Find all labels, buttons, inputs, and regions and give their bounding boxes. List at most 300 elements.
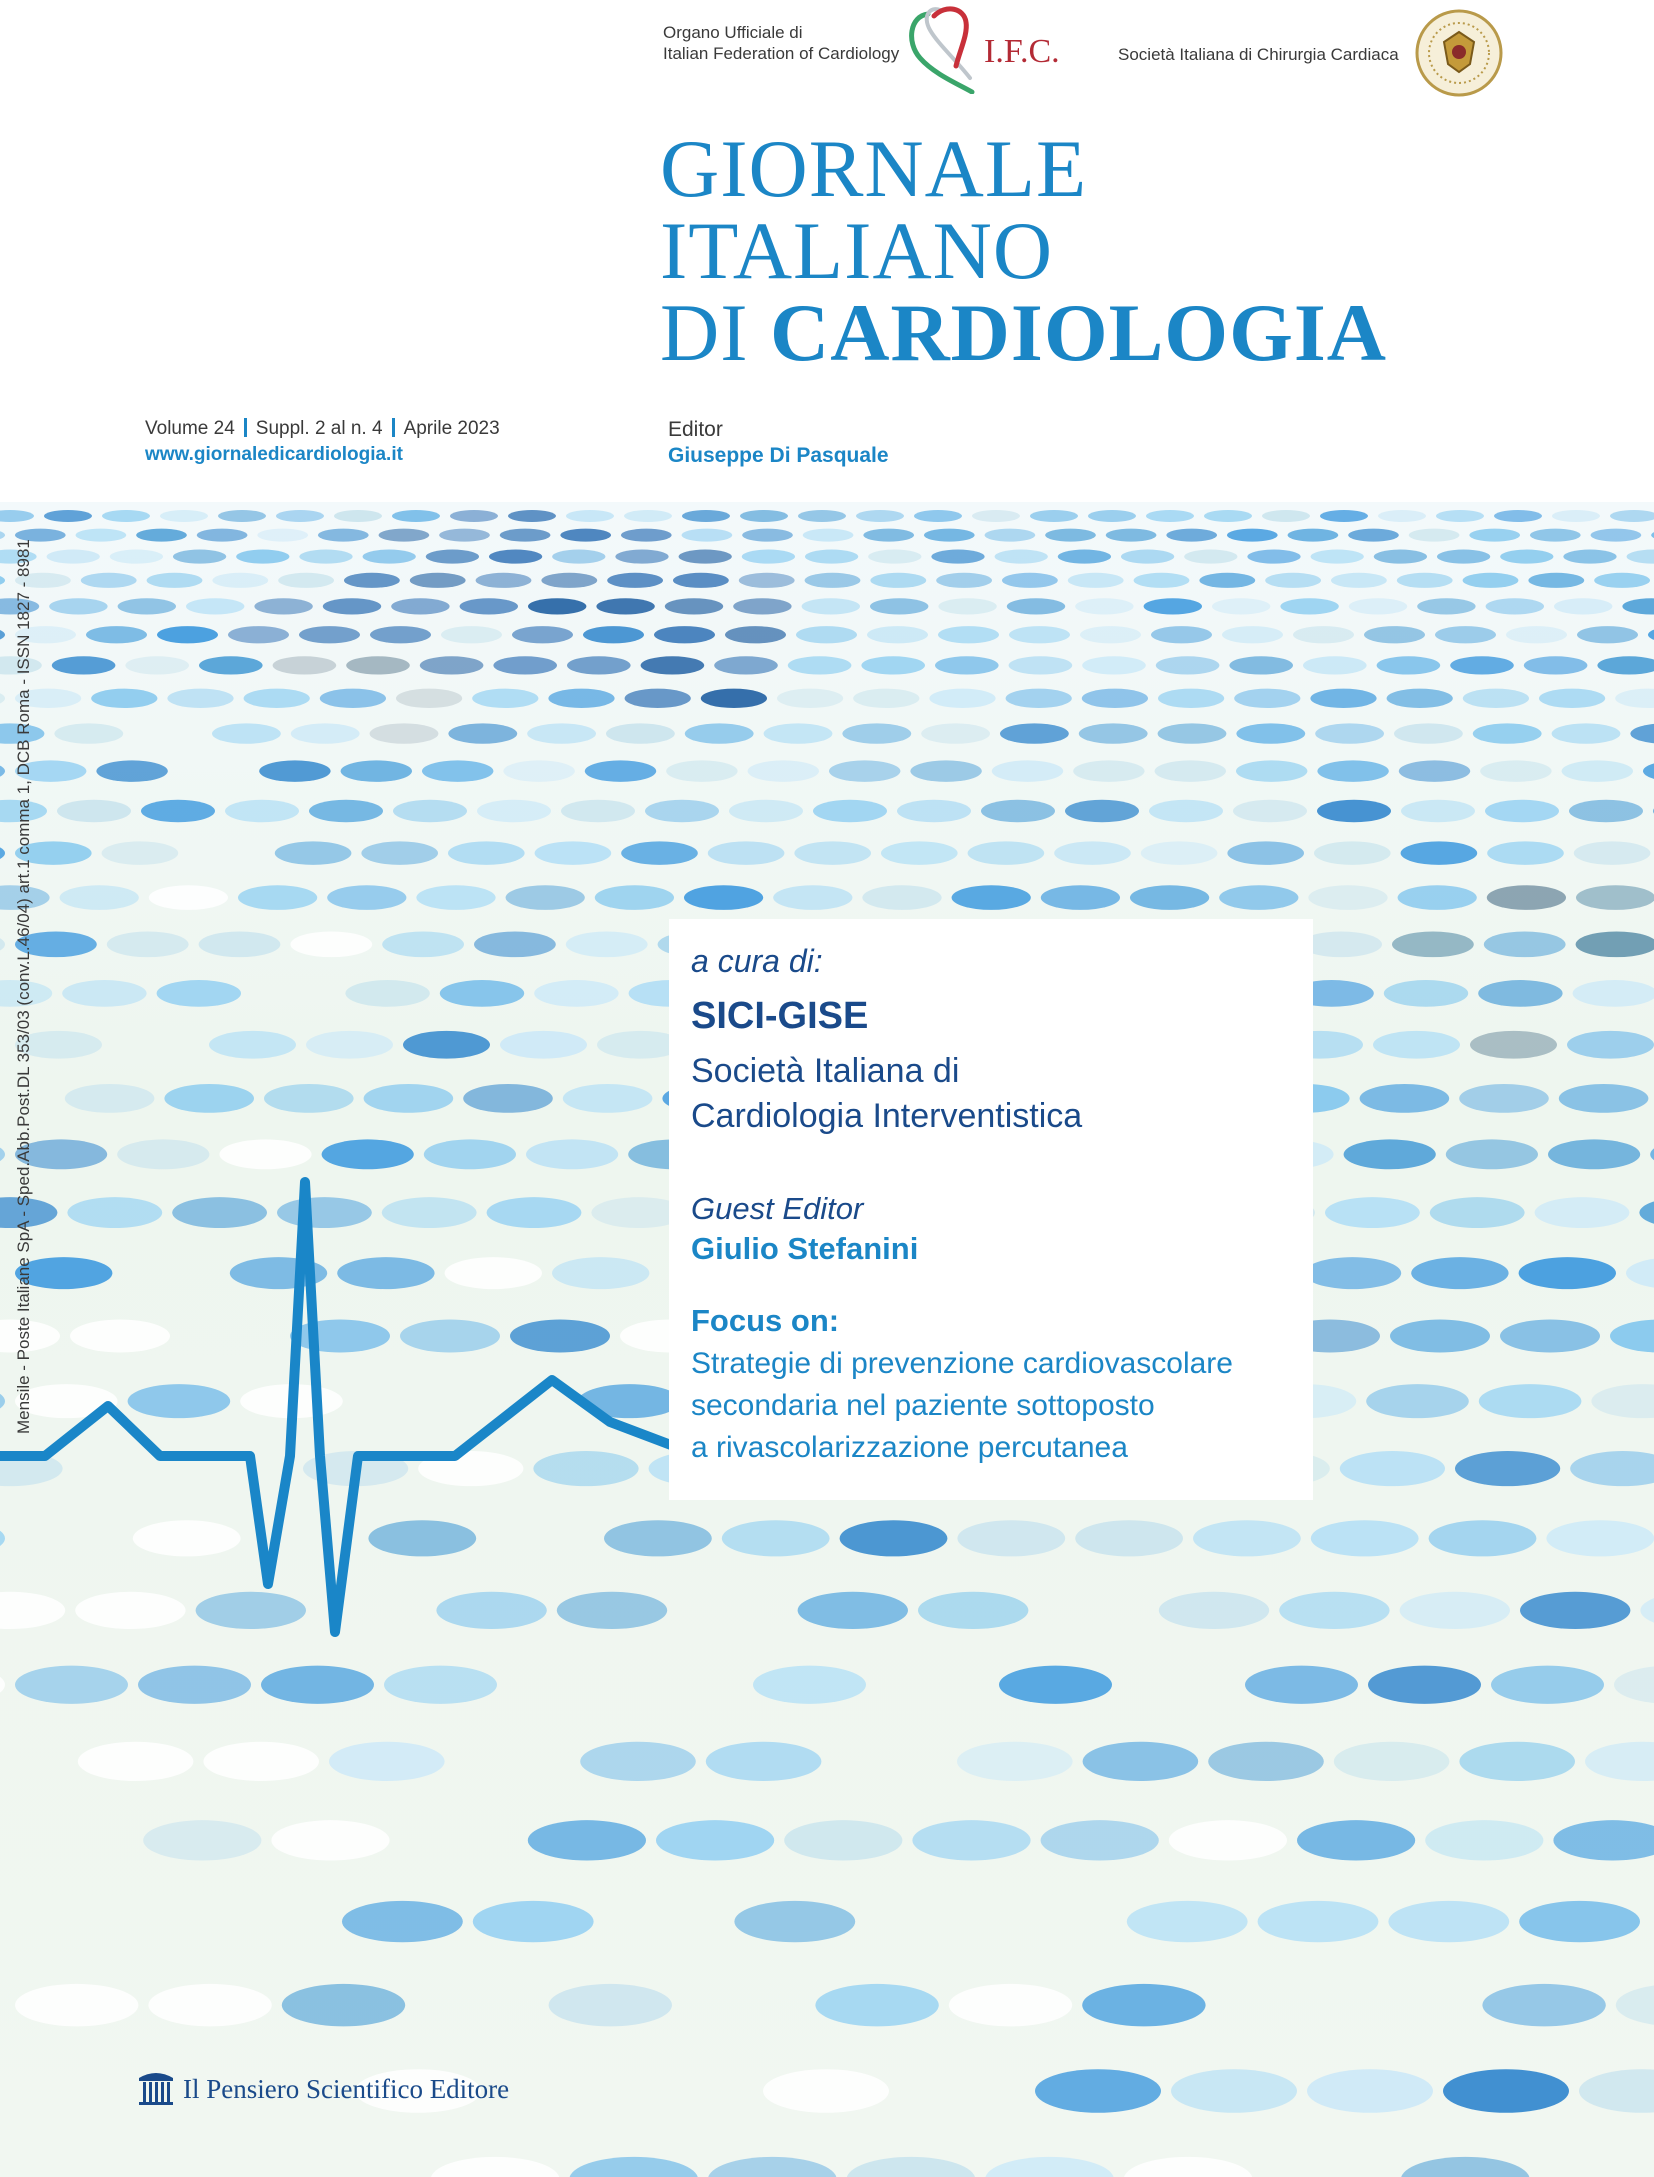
issue-volume: Volume 24 <box>145 418 235 439</box>
mosaic-dot <box>534 980 618 1007</box>
mosaic-dot <box>910 760 981 781</box>
mosaic-dot <box>186 598 244 614</box>
mosaic-dot <box>1482 1984 1605 2026</box>
mosaic-dot <box>1075 598 1133 614</box>
info-box <box>669 919 1313 1500</box>
publisher-column-icon <box>135 2066 177 2108</box>
mosaic-dot <box>264 1084 354 1113</box>
mosaic-dot <box>1425 1820 1543 1860</box>
mosaic-dot <box>1075 1520 1183 1556</box>
mosaic-dot <box>763 2069 889 2113</box>
mosaic-dot <box>1009 626 1070 643</box>
mosaic-dot <box>1435 626 1496 643</box>
journal-title-bold: CARDIOLOGIA <box>770 287 1387 378</box>
mosaic-dot <box>1436 510 1484 522</box>
mosaic-dot <box>972 510 1020 522</box>
official-organ-line2: Italian Federation of Cardiology <box>663 44 900 63</box>
mosaic-dot <box>1317 760 1388 781</box>
mosaic-dot <box>1398 885 1477 910</box>
mosaic-dot <box>753 1666 866 1704</box>
mosaic-dot <box>595 885 674 910</box>
publisher-name: Il Pensiero Scientifico Editore <box>183 2074 510 2104</box>
mosaic-dot <box>656 1820 774 1860</box>
mosaic-dot <box>463 1084 553 1113</box>
mosaic-dot <box>57 800 131 823</box>
mosaic-dot <box>798 1592 908 1629</box>
mosaic-dot <box>96 760 167 781</box>
mosaic-dot <box>15 1984 138 2026</box>
mosaic-dot <box>228 626 289 643</box>
mosaic-dot <box>219 1139 311 1169</box>
mosaic-dot <box>802 598 860 614</box>
mosaic-dot <box>645 800 719 823</box>
mosaic-dot <box>54 723 123 743</box>
mosaic-dot <box>805 550 858 564</box>
mosaic-dot <box>334 510 382 522</box>
mosaic-dot <box>309 800 383 823</box>
mosaic-dot <box>1480 760 1551 781</box>
mosaic-dot <box>1308 885 1387 910</box>
mosaic-dot <box>323 598 381 614</box>
mosaic-dot <box>733 598 791 614</box>
mosaic-dot <box>526 1139 618 1169</box>
mosaic-dot <box>938 626 999 643</box>
mosaic-dot <box>329 1742 445 1781</box>
mosaic-dot <box>1331 573 1387 588</box>
ifc-logo-text: I.F.C. <box>984 33 1060 70</box>
mosaic-dot <box>420 656 484 674</box>
mosaic-dot <box>796 626 857 643</box>
ifc-logo <box>900 2 1070 94</box>
mosaic-dot <box>342 1901 463 1942</box>
mosaic-dot <box>615 550 668 564</box>
mosaic-dot <box>1384 980 1468 1007</box>
mosaic-dot <box>160 510 208 522</box>
mosaic-dot <box>607 573 663 588</box>
mosaic-dot <box>666 760 737 781</box>
mosaic-dot <box>742 529 793 542</box>
mosaic-dot <box>136 529 187 542</box>
mosaic-dot <box>1159 1592 1269 1629</box>
mosaic-dot <box>306 1031 393 1059</box>
mosaic-dot <box>503 760 574 781</box>
mosaic-dot <box>275 841 352 865</box>
focus-line3: a rivascolarizzazione percutanea <box>691 1431 1128 1464</box>
mosaic-dot <box>445 1257 542 1289</box>
mosaic-dot <box>493 656 557 674</box>
mosaic-dot <box>133 1520 241 1556</box>
mosaic-dot <box>67 1197 162 1228</box>
society-acronym: SICI-GISE <box>691 995 869 1037</box>
mosaic-dot <box>1411 1257 1508 1289</box>
mosaic-dot <box>567 656 631 674</box>
mosaic-dot <box>583 626 644 643</box>
mosaic-dot <box>897 800 971 823</box>
mosaic-dot <box>798 510 846 522</box>
mosaic-dot <box>863 529 914 542</box>
mosaic-dot <box>147 573 203 588</box>
mosaic-dot <box>1320 510 1368 522</box>
mosaic-dot <box>277 1197 372 1228</box>
mosaic-dot <box>1392 932 1474 958</box>
mosaic-dot <box>867 626 928 643</box>
mosaic-dot <box>1450 656 1514 674</box>
mosaic-dot <box>788 656 852 674</box>
mosaic-dot <box>714 656 778 674</box>
mosaic-dot <box>472 689 538 708</box>
mosaic-dot <box>706 1742 822 1781</box>
mosaic-dot <box>1340 1451 1445 1486</box>
mosaic-dot <box>1082 1984 1205 2026</box>
mosaic-dot <box>1535 1197 1630 1228</box>
separator-bar <box>392 418 395 437</box>
mosaic-dot <box>1470 1031 1557 1059</box>
mosaic-dot <box>1455 1451 1560 1486</box>
mosaic-dot <box>91 689 157 708</box>
mosaic-dot <box>1519 1901 1640 1942</box>
mosaic-dot <box>1141 841 1218 865</box>
mosaic-dot <box>1293 626 1354 643</box>
mosaic-dot <box>682 510 730 522</box>
mosaic-dot <box>107 932 189 958</box>
mosaic-dot <box>1041 885 1120 910</box>
mosaic-dot <box>110 550 163 564</box>
mosaic-dot <box>271 1820 389 1860</box>
mosaic-dot <box>1158 723 1227 743</box>
mosaic-dot <box>86 626 147 643</box>
mosaic-dot <box>679 550 732 564</box>
mosaic-dot <box>1594 573 1650 588</box>
mosaic-dot <box>364 1084 454 1113</box>
mosaic-dot <box>1227 529 1278 542</box>
mosaic-dot <box>552 550 605 564</box>
mosaic-dot <box>203 1742 319 1781</box>
mosaic-dot <box>212 723 281 743</box>
mosaic-dot <box>742 550 795 564</box>
mosaic-dot <box>1158 689 1224 708</box>
mosaic-dot <box>1562 760 1633 781</box>
mosaic-dot <box>914 510 962 522</box>
mosaic-dot <box>1368 1666 1481 1704</box>
mosaic-dot <box>938 598 996 614</box>
mosaic-dot <box>1569 800 1643 823</box>
mosaic-dot <box>548 689 614 708</box>
mosaic-dot <box>1045 529 1096 542</box>
mosaic-dot <box>1373 1031 1460 1059</box>
mosaic-dot <box>322 1139 414 1169</box>
mosaic-dot <box>1573 980 1654 1007</box>
mosaic-dot <box>794 841 871 865</box>
mosaic-dot <box>440 980 524 1007</box>
mosaic-dot <box>1208 1742 1324 1781</box>
mosaic-dot <box>1546 1520 1654 1556</box>
mosaic-dot <box>209 1031 296 1059</box>
editor-name: Giuseppe Di Pasquale <box>668 444 889 467</box>
mosaic-dot <box>52 656 116 674</box>
mosaic-dot <box>1524 656 1588 674</box>
mosaic-dot <box>1552 510 1600 522</box>
mosaic-dot <box>1519 1257 1616 1289</box>
mosaic-dot <box>1258 1901 1379 1942</box>
mosaic-dot <box>935 656 999 674</box>
mosaic-dot <box>580 1742 696 1781</box>
mosaic-dot <box>1397 573 1453 588</box>
mosaic-dot <box>585 760 656 781</box>
mosaic-dot <box>1262 510 1310 522</box>
mosaic-dot <box>1443 2069 1569 2113</box>
mosaic-dot <box>1311 1520 1419 1556</box>
mosaic-dot <box>1000 723 1069 743</box>
mosaic-dot <box>868 550 921 564</box>
mosaic-dot <box>1325 1197 1420 1228</box>
mosaic-dot <box>1229 656 1293 674</box>
mosaic-dot <box>1006 689 1072 708</box>
mosaic-dot <box>621 529 672 542</box>
society-name-line1: Società Italiana di <box>691 1052 960 1090</box>
ifc-logo-green-stroke <box>912 14 972 92</box>
mosaic-dot <box>1491 1666 1604 1704</box>
mosaic-dot <box>1193 1520 1301 1556</box>
mosaic-dot <box>199 932 281 958</box>
mosaic-dot <box>117 1139 209 1169</box>
mosaic-dot <box>422 760 493 781</box>
mosaic-dot <box>157 626 218 643</box>
mosaic-dot <box>722 1520 830 1556</box>
mosaic-dot <box>341 760 412 781</box>
mosaic-dot <box>1171 2069 1297 2113</box>
mosaic-dot <box>1058 550 1111 564</box>
official-organ-text <box>663 22 899 64</box>
mosaic-dot <box>918 1592 1028 1629</box>
mosaic-dot <box>1401 841 1478 865</box>
mosaic-dot <box>259 760 330 781</box>
mosaic-dot <box>1204 510 1252 522</box>
mosaic-dot <box>1574 841 1651 865</box>
mosaic-dot <box>1459 1084 1549 1113</box>
mosaic-dot <box>1387 689 1453 708</box>
mosaic-dot <box>1520 1592 1630 1629</box>
mosaic-dot <box>1400 1592 1510 1629</box>
mosaic-dot <box>1106 529 1157 542</box>
mosaic-dot <box>44 510 92 522</box>
mosaic-dot <box>1073 760 1144 781</box>
mosaic-dot <box>557 1592 667 1629</box>
issue-supplement: Suppl. 2 al n. 4 <box>255 418 383 439</box>
mosaic-dot <box>604 1520 712 1556</box>
journal-title-line2: ITALIANO <box>660 205 1054 296</box>
focus-label: Focus on: <box>691 1303 840 1338</box>
mosaic-dot <box>862 885 941 910</box>
mosaic-dot <box>1394 723 1463 743</box>
mosaic-dot <box>566 932 648 958</box>
mosaic-dot <box>157 980 241 1007</box>
mosaic-dot <box>566 510 614 522</box>
mosaic-dot <box>912 1820 1030 1860</box>
mosaic-dot <box>1002 573 1058 588</box>
mosaic-dot <box>552 1257 649 1289</box>
mosaic-dot <box>164 1084 254 1113</box>
mosaic-dot <box>1506 626 1567 643</box>
mosaic-dot <box>1127 1901 1248 1942</box>
mosaic-dot <box>739 573 795 588</box>
mosaic-dot <box>473 1901 594 1942</box>
mosaic-dot <box>734 1901 855 1942</box>
mosaic-dot <box>276 510 324 522</box>
mosaic-dot <box>118 598 176 614</box>
mosaic-dot <box>541 573 597 588</box>
mosaic-dot <box>441 626 502 643</box>
mosaic-dot <box>1222 626 1283 643</box>
mosaic-dot <box>596 598 654 614</box>
mosaic-dot <box>76 529 127 542</box>
mosaic-dot <box>1500 550 1553 564</box>
mosaic-dot <box>1563 550 1616 564</box>
mosaic-dot <box>549 1984 672 2026</box>
mosaic-dot <box>936 573 992 588</box>
mosaic-dot <box>474 932 556 958</box>
mosaic-dot <box>426 550 479 564</box>
mosaic-dot <box>102 510 150 522</box>
mosaic-dot <box>337 1257 434 1289</box>
mosaic-dot <box>290 1320 390 1353</box>
mosaic-dot <box>1487 885 1566 910</box>
focus-line1: Strategie di prevenzione cardiovascolare <box>691 1347 1233 1380</box>
mosaic-dot <box>1591 529 1642 542</box>
mosaic-dot <box>1234 689 1300 708</box>
mosaic-dot <box>1130 885 1209 910</box>
mosaic-dot <box>1366 1384 1469 1418</box>
mosaic-dot <box>1083 1742 1199 1781</box>
mosaic-dot <box>708 841 785 865</box>
mosaic-dot <box>476 573 532 588</box>
mosaic-dot <box>829 760 900 781</box>
sicc-name: Società Italiana di Chirurgia Cardiaca <box>1118 45 1399 64</box>
mosaic-dot <box>1199 573 1255 588</box>
journal-title-line3 <box>660 287 1387 378</box>
mosaic-dot <box>1054 841 1131 865</box>
mosaic-dot <box>560 529 611 542</box>
mosaic-dot <box>1236 760 1307 781</box>
mosaic-dot <box>1245 1666 1358 1704</box>
mosaic-dot <box>299 550 352 564</box>
cura-label: a cura di: <box>691 943 823 979</box>
society-name-line2: Cardiologia Interventistica <box>691 1097 1083 1135</box>
mosaic-dot <box>1334 1742 1450 1781</box>
mosaic-dot <box>1166 529 1217 542</box>
mosaic-dot <box>370 723 439 743</box>
mosaic-dot <box>1459 1742 1575 1781</box>
mosaic-dot <box>1227 841 1304 865</box>
mosaic-dot <box>477 800 551 823</box>
mosaic-dot <box>1378 510 1426 522</box>
mosaic-dot <box>500 1031 587 1059</box>
mosaic-dot <box>1463 689 1529 708</box>
mosaic-dot <box>1473 723 1542 743</box>
mosaic-dot <box>436 1592 546 1629</box>
mosaic-dot <box>1344 1139 1436 1169</box>
spine-legal-text: Mensile - Poste Italiane SpA - Sped.Abb.Post.DL 353/03 (conv.L.46/04) art.1 comma 1, DCB Roma - ISSN 1827 - 8981 <box>14 539 33 1434</box>
mosaic-dot <box>172 1197 267 1228</box>
mosaic-dot <box>624 510 672 522</box>
mosaic-dot <box>363 550 416 564</box>
mosaic-dot <box>196 1592 306 1629</box>
journal-title-prefix: DI <box>660 287 771 378</box>
mosaic-dot <box>424 1139 516 1169</box>
mosaic-dot <box>1155 760 1226 781</box>
mosaic-dot <box>379 529 430 542</box>
mosaic-dot <box>813 800 887 823</box>
mosaic-dot <box>725 626 786 643</box>
mosaic-dot <box>1494 510 1542 522</box>
mosaic-dot <box>1311 550 1364 564</box>
mosaic-dot <box>1265 573 1321 588</box>
mosaic-dot <box>1530 529 1581 542</box>
mosaic-dot <box>1430 1197 1525 1228</box>
mosaic-dot <box>842 723 911 743</box>
mosaic-dot <box>1360 1084 1450 1113</box>
mosaic-dot <box>1280 598 1338 614</box>
mosaic-dot <box>1548 1139 1640 1169</box>
mosaic-dot <box>1082 656 1146 674</box>
mosaic-dot <box>346 656 410 674</box>
mosaic-dot <box>197 529 248 542</box>
editor-label: Editor <box>668 418 723 441</box>
mosaic-dot <box>527 723 596 743</box>
mosaic-dot <box>1219 885 1298 910</box>
mosaic-dot <box>1479 1384 1582 1418</box>
mosaic-dot <box>870 598 928 614</box>
mosaic-dot <box>995 550 1048 564</box>
mosaic-dot <box>528 598 586 614</box>
mosaic-dot <box>1079 723 1148 743</box>
mosaic-dot <box>1082 689 1148 708</box>
mosaic-dot <box>384 1666 497 1704</box>
mosaic-dot <box>238 885 317 910</box>
mosaic-dot <box>1539 689 1605 708</box>
mosaic-dot <box>500 529 551 542</box>
mosaic-dot <box>1247 550 1300 564</box>
mosaic-dot <box>1315 723 1384 743</box>
mosaic-dot <box>368 1520 476 1556</box>
website-link[interactable]: www.giornaledicardiologia.it <box>145 444 403 465</box>
mosaic-dot <box>773 885 852 910</box>
focus-line2: secondaria nel paziente sottoposto <box>691 1389 1155 1422</box>
mosaic-dot <box>1478 980 1562 1007</box>
mosaic-dot <box>47 550 100 564</box>
journal-title-line1: GIORNALE <box>660 123 1088 214</box>
mosaic-dot <box>1307 2069 1433 2113</box>
mosaic-dot <box>764 723 833 743</box>
mosaic-dot <box>1288 529 1339 542</box>
mosaic-dot <box>1088 510 1136 522</box>
mosaic-dot <box>261 1666 374 1704</box>
mosaic-dot <box>70 1320 170 1353</box>
mosaic-dot <box>1279 1592 1389 1629</box>
mosaic-dot <box>856 510 904 522</box>
mosaic-dot <box>952 885 1031 910</box>
mosaic-dot <box>621 841 698 865</box>
mosaic-dot <box>740 510 788 522</box>
issue-info <box>145 418 500 440</box>
mosaic-dot <box>682 529 733 542</box>
mosaic-dot <box>439 529 490 542</box>
mosaic-dot <box>1409 529 1460 542</box>
mosaic-dot <box>1212 598 1270 614</box>
mosaic-dot <box>1576 932 1654 958</box>
mosaic-dot <box>999 1666 1112 1704</box>
mosaic-dot <box>318 529 369 542</box>
journal-title <box>660 123 1387 378</box>
